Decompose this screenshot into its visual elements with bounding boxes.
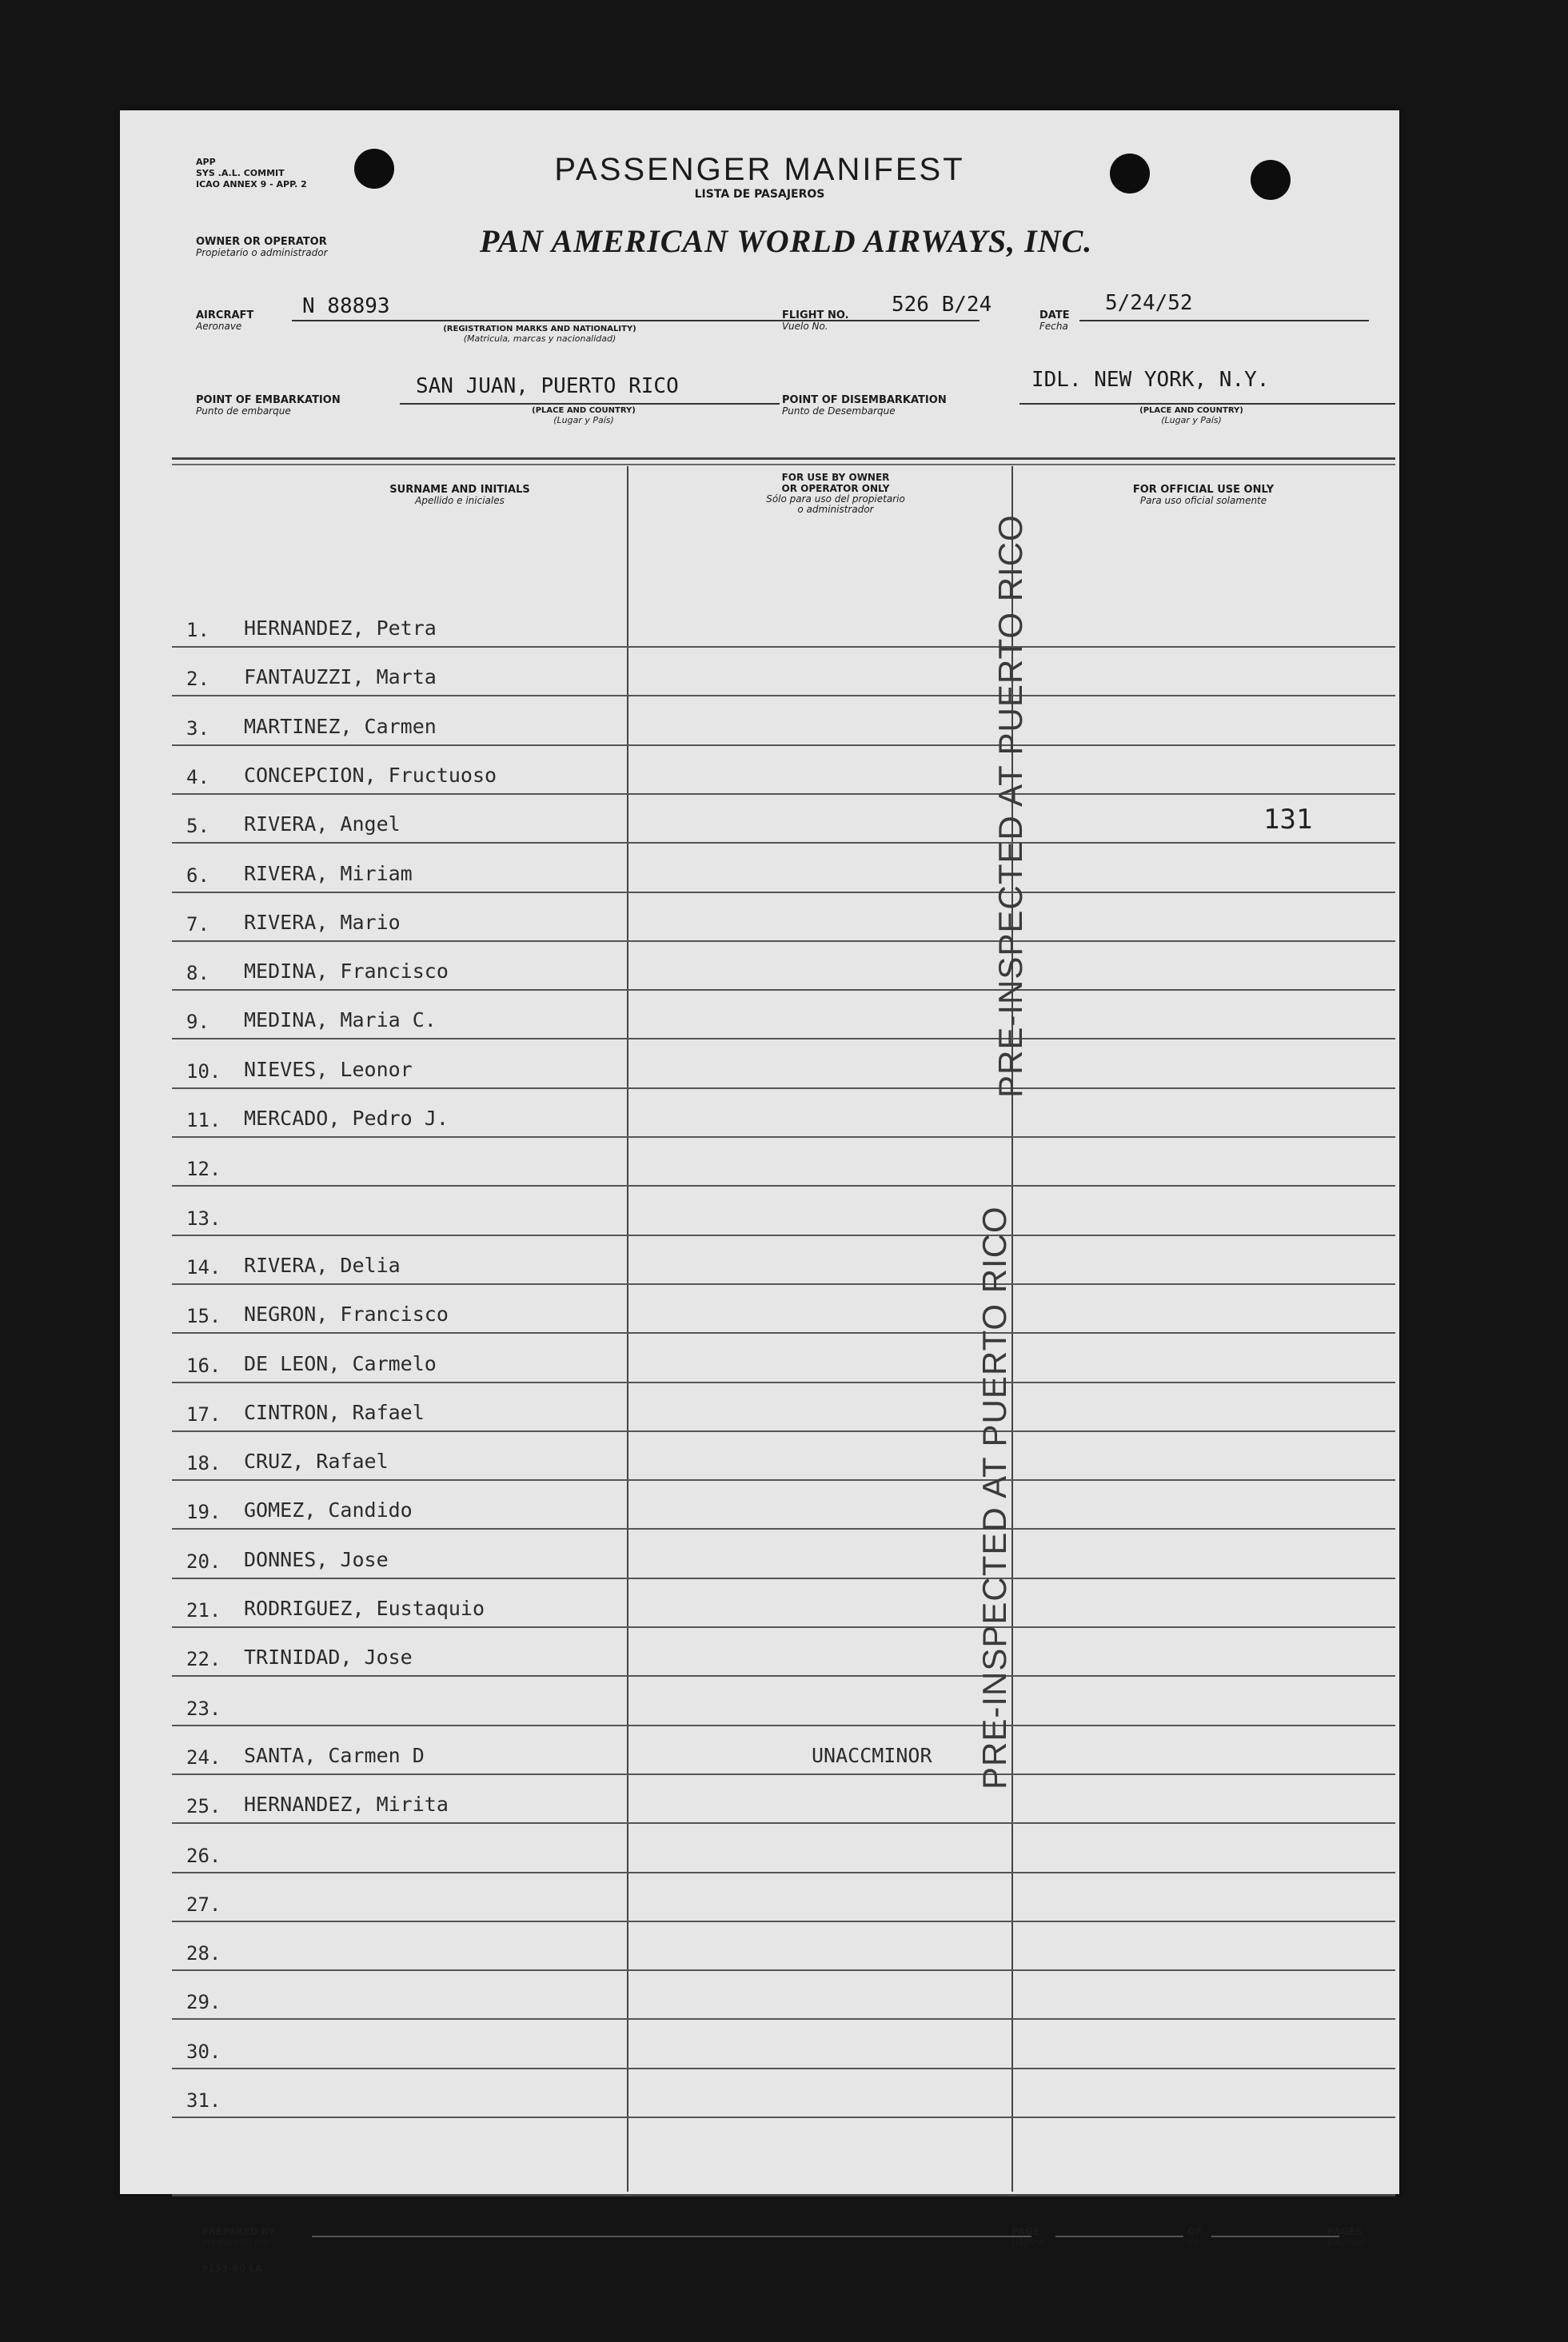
aircraft-caption-es: (Matricula, marcas y nacionalidad) bbox=[463, 333, 616, 344]
pre-inspected-stamp: PRE-INSPECTED AT PUERTO RICO bbox=[991, 514, 1029, 1098]
flight-label-es: Vuelo No. bbox=[782, 321, 828, 332]
page-label-block bbox=[1011, 2226, 1044, 2248]
table-row bbox=[172, 1480, 1395, 1530]
row-number: 20. bbox=[186, 1550, 221, 1573]
disembark-label-block bbox=[782, 395, 947, 417]
disembark-value: IDL. NEW YORK, N.Y. bbox=[1031, 368, 1270, 392]
approval-line: SYS .A.L. COMMIT bbox=[196, 168, 285, 178]
passenger-name: FANTAUZZI, Marta bbox=[244, 665, 437, 688]
prepared-label: PREPARED BY bbox=[201, 2226, 275, 2237]
table-row bbox=[172, 2020, 1395, 2069]
row-number: 10. bbox=[186, 1060, 221, 1083]
row-number: 16. bbox=[186, 1355, 221, 1377]
passenger-name: HERNANDEZ, Petra bbox=[244, 616, 437, 640]
table-row bbox=[172, 1627, 1395, 1677]
row-number: 8. bbox=[186, 962, 209, 984]
flight-label-block bbox=[782, 310, 849, 332]
punch-hole bbox=[1251, 160, 1291, 200]
passenger-name: MEDINA, Francisco bbox=[244, 960, 449, 983]
disembark-caption-block bbox=[1111, 406, 1271, 425]
table-row bbox=[172, 892, 1395, 942]
row-number: 30. bbox=[186, 2041, 221, 2063]
date-label: DATE bbox=[1039, 309, 1070, 321]
aircraft-caption: (REGISTRATION MARKS AND NATIONALITY) bbox=[443, 325, 636, 333]
passenger-name: NIEVES, Leonor bbox=[244, 1058, 413, 1081]
pages-label-block bbox=[1327, 2226, 1365, 2248]
embark-value: SAN JUAN, PUERTO RICO bbox=[416, 374, 679, 398]
passenger-name: RIVERA, Mario bbox=[244, 911, 401, 934]
disembark-label: POINT OF DISEMBARKATION bbox=[782, 394, 947, 406]
embark-label: POINT OF EMBARKATION bbox=[196, 394, 341, 406]
table-row bbox=[172, 1088, 1395, 1138]
passenger-name: DE LEON, Carmelo bbox=[244, 1352, 437, 1375]
row-number: 1. bbox=[186, 619, 209, 641]
approval-line: ICAO ANNEX 9 - APP. 2 bbox=[196, 179, 307, 190]
col-header-surname-es: Apellido e iniciales bbox=[415, 495, 505, 506]
table-row bbox=[172, 794, 1395, 844]
row-number: 22. bbox=[186, 1648, 221, 1670]
date-value: 5/24/52 bbox=[1105, 291, 1193, 315]
row-rule bbox=[172, 2117, 1395, 2118]
row-number: 14. bbox=[186, 1256, 221, 1279]
table-row bbox=[172, 1824, 1395, 1873]
owner-label-es: Propietario o administrador bbox=[196, 247, 328, 258]
col-header-owner-text: FOR USE BY OWNER bbox=[781, 472, 890, 483]
page-subtitle: LISTA DE PASAJEROS bbox=[694, 188, 825, 201]
col-header-owner-es: Sólo para uso del propietario bbox=[766, 493, 905, 505]
row-number: 19. bbox=[186, 1501, 221, 1523]
passenger-name: RIVERA, Miriam bbox=[244, 862, 413, 885]
pre-inspected-stamp: PRE-INSPECTED AT PUERTO RICO bbox=[976, 1206, 1013, 1789]
col-header-official-text: FOR OFFICIAL USE ONLY bbox=[1132, 484, 1275, 496]
date-label-es: Fecha bbox=[1039, 321, 1068, 332]
pages-label: PAGES bbox=[1327, 2226, 1363, 2237]
approval-line: APP bbox=[196, 157, 216, 167]
table-row bbox=[172, 1235, 1395, 1285]
owner-label-block bbox=[196, 237, 328, 258]
passenger-name: MEDINA, Maria C. bbox=[244, 1008, 437, 1031]
official-mark: 131 bbox=[1263, 804, 1313, 836]
operator-note: UNACCMINOR bbox=[812, 1744, 932, 1767]
passenger-name: CONCEPCION, Fructuoso bbox=[244, 764, 497, 787]
owner-label: OWNER OR OPERATOR bbox=[196, 236, 327, 248]
table-row bbox=[172, 1970, 1395, 2020]
of-label-block bbox=[1187, 2226, 1202, 2248]
place-caption-es: (Lugar y País) bbox=[1161, 415, 1222, 425]
title-block bbox=[552, 152, 968, 201]
table-row bbox=[172, 941, 1395, 991]
row-number: 31. bbox=[186, 2089, 221, 2112]
table-row bbox=[172, 1431, 1395, 1481]
of-label: OF bbox=[1187, 2226, 1203, 2237]
punch-hole bbox=[354, 149, 394, 189]
row-number: 7. bbox=[186, 913, 209, 936]
table-row bbox=[172, 1187, 1395, 1236]
col-header-owner-use bbox=[636, 472, 1035, 515]
table-row bbox=[172, 844, 1395, 893]
table-row bbox=[172, 1677, 1395, 1726]
punch-hole bbox=[1110, 154, 1150, 194]
table-row bbox=[172, 1774, 1395, 1824]
row-number: 5. bbox=[186, 815, 209, 837]
passenger-name: CINTRON, Rafael bbox=[244, 1401, 425, 1424]
row-number: 3. bbox=[186, 717, 209, 740]
disembark-label-es: Punto de Desembarque bbox=[782, 405, 896, 417]
page-label-es: página bbox=[1011, 2236, 1044, 2248]
table-row bbox=[172, 1382, 1395, 1432]
passenger-name: SANTA, Carmen D bbox=[244, 1744, 425, 1767]
table-row bbox=[172, 1334, 1395, 1383]
flight-value: 526 B/24 bbox=[892, 293, 992, 317]
table-row bbox=[172, 745, 1395, 795]
row-number: 21. bbox=[186, 1599, 221, 1622]
aircraft-label: AIRCRAFT bbox=[196, 309, 254, 321]
aircraft-label-es: Aeronave bbox=[196, 321, 242, 332]
flight-label: FLIGHT NO. bbox=[782, 309, 849, 321]
row-number: 25. bbox=[186, 1795, 221, 1817]
row-number: 6. bbox=[186, 864, 209, 887]
passenger-name: RIVERA, Delia bbox=[244, 1254, 401, 1277]
table-row bbox=[172, 1873, 1395, 1922]
passenger-name: MERCADO, Pedro J. bbox=[244, 1107, 449, 1130]
aircraft-value: N 88893 bbox=[302, 294, 390, 318]
approval-block bbox=[196, 157, 307, 190]
row-number: 23. bbox=[186, 1698, 221, 1720]
table-row bbox=[172, 647, 1395, 696]
col-header-owner-text: OR OPERATOR ONLY bbox=[781, 483, 890, 494]
col-header-official bbox=[1015, 485, 1391, 506]
row-number: 12. bbox=[186, 1158, 221, 1180]
row-number: 24. bbox=[186, 1746, 221, 1769]
of-label-es: de bbox=[1187, 2236, 1199, 2248]
table-row bbox=[172, 990, 1395, 1039]
aircraft-caption-block bbox=[396, 325, 684, 344]
embark-caption-block bbox=[504, 406, 664, 425]
page-label: PAGE bbox=[1011, 2226, 1040, 2237]
table-row bbox=[172, 1039, 1395, 1089]
table-row bbox=[172, 1921, 1395, 1971]
table-row bbox=[172, 1578, 1395, 1628]
table-row bbox=[172, 598, 1395, 648]
page-title: PASSENGER MANIFEST bbox=[554, 152, 965, 187]
passenger-name: MARTINEZ, Carmen bbox=[244, 715, 437, 738]
passenger-name: NEGRON, Francisco bbox=[244, 1303, 449, 1326]
row-number: 13. bbox=[186, 1207, 221, 1230]
row-number: 2. bbox=[186, 668, 209, 690]
table-row bbox=[172, 2069, 1395, 2118]
row-number: 4. bbox=[186, 766, 209, 788]
place-caption: (PLACE AND COUNTRY) bbox=[1139, 406, 1243, 415]
passenger-name: RIVERA, Angel bbox=[244, 812, 401, 836]
passenger-name: DONNES, Jose bbox=[244, 1548, 389, 1571]
col-header-surname-text: SURNAME AND INITIALS bbox=[389, 484, 530, 496]
date-label-block bbox=[1039, 310, 1070, 332]
embark-label-block bbox=[196, 395, 341, 417]
table-row bbox=[172, 1137, 1395, 1187]
place-caption-es: (Lugar y País) bbox=[553, 415, 614, 425]
embark-label-es: Punto de embarque bbox=[196, 405, 291, 417]
aircraft-label-block bbox=[196, 310, 253, 332]
pages-label-es: páginas bbox=[1327, 2236, 1366, 2248]
table-row bbox=[172, 696, 1395, 746]
prepared-label-es: preparado por bbox=[201, 2236, 270, 2248]
table-row bbox=[172, 1726, 1395, 1775]
manifest-sheet bbox=[120, 110, 1399, 2274]
owner-value: PAN AMERICAN WORLD AIRWAYS, INC. bbox=[480, 223, 1093, 259]
prepared-by-block bbox=[201, 2226, 275, 2248]
row-number: 17. bbox=[186, 1403, 221, 1426]
passenger-name: RODRIGUEZ, Eustaquio bbox=[244, 1597, 485, 1620]
row-number: 18. bbox=[186, 1452, 221, 1474]
row-number: 27. bbox=[186, 1893, 221, 1916]
passenger-name: GOMEZ, Candido bbox=[244, 1498, 413, 1522]
row-number: 9. bbox=[186, 1011, 209, 1033]
table-row bbox=[172, 1284, 1395, 1334]
place-caption: (PLACE AND COUNTRY) bbox=[532, 406, 636, 415]
passenger-name: CRUZ, Rafael bbox=[244, 1450, 389, 1473]
row-number: 15. bbox=[186, 1305, 221, 1327]
passenger-name: TRINIDAD, Jose bbox=[244, 1646, 413, 1669]
col-header-official-es: Para uso oficial solamente bbox=[1139, 495, 1267, 506]
row-number: 28. bbox=[186, 1942, 221, 1965]
row-number: 29. bbox=[186, 1991, 221, 2013]
table-row bbox=[172, 1530, 1395, 1579]
row-number: 26. bbox=[186, 1845, 221, 1867]
form-code: 9153-60 LA bbox=[201, 2263, 263, 2274]
row-number: 11. bbox=[186, 1109, 221, 1131]
col-header-owner-es: o administrador bbox=[797, 504, 874, 515]
passenger-name: HERNANDEZ, Mirita bbox=[244, 1793, 449, 1816]
